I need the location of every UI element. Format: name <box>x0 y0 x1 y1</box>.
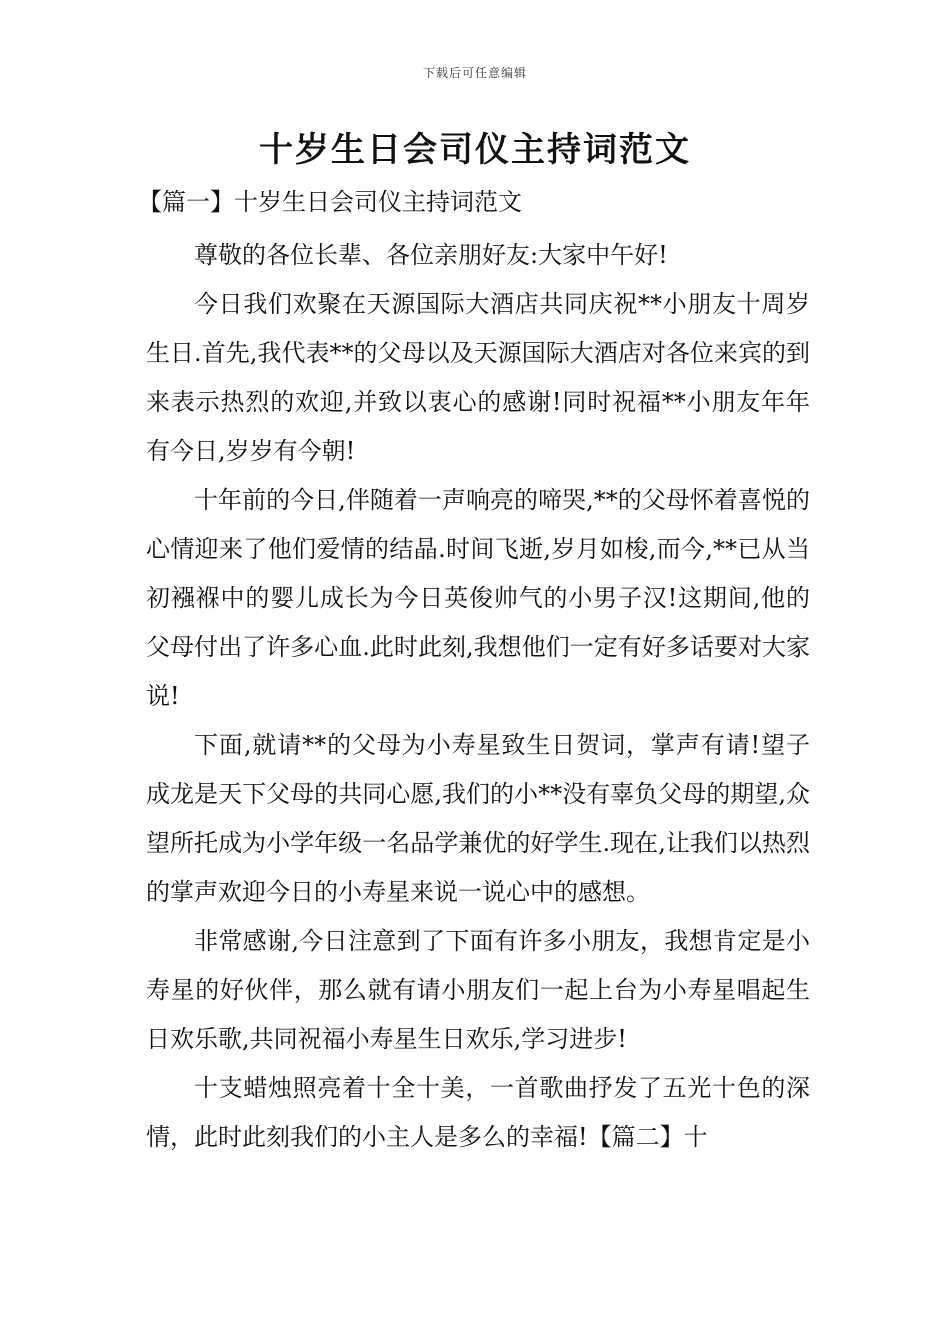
paragraph: 下面,就请**的父母为小寿星致生日贺词，掌声有请!望子成龙是天下父母的共同心愿,我们的小**没有辜负父母的期望,众望所托成为小学年级一名品学兼优的好学生.现在,让我们以热烈的掌声欢迎今日的小寿星来说一说心中的感想。 <box>146 731 810 906</box>
paragraph: 非常感谢,今日注意到了下面有许多小朋友，我想肯定是小寿星的好伙伴，那么就有请小朋友们一起上台为小寿星唱起生日欢乐歌,共同祝福小寿星生日欢乐,学习进步! <box>146 927 810 1053</box>
paragraph: 尊敬的各位长辈、各位亲朋好友:大家中午好! <box>194 241 668 269</box>
paragraph: 十年前的今日,伴随着一声响亮的啼哭,**的父母怀着喜悦的心情迎来了他们爱情的结晶.时间飞逝,岁月如梭,而今,**已从当初襁褓中的婴儿成长为今日英俊帅气的小男子汉!这期间,他的父母付出了许多心血.此时此刻,我想他们一定有好多话要对大家说! <box>146 486 810 710</box>
header-note: 下载后可任意编辑 <box>422 66 527 80</box>
paragraph: 十支蜡烛照亮着十全十美，一首歌曲抒发了五光十色的深情，此时此刻我们的小主人是多么的幸福!【篇二】十 <box>146 1074 810 1151</box>
document-body <box>138 178 810 1162</box>
paragraph: 今日我们欢聚在天源国际大酒店共同庆祝**小朋友十周岁生日.首先,我代表**的父母以及天源国际大酒店对各位来宾的到来表示热烈的欢迎,并致以衷心的感谢!同时祝福**小朋友年年有今日,岁岁有今朝! <box>146 290 810 465</box>
section-heading: 【篇一】十岁生日会司仪主持词范文 <box>138 188 522 216</box>
document-title: 十岁生日会司仪主持词范文 <box>259 130 691 170</box>
